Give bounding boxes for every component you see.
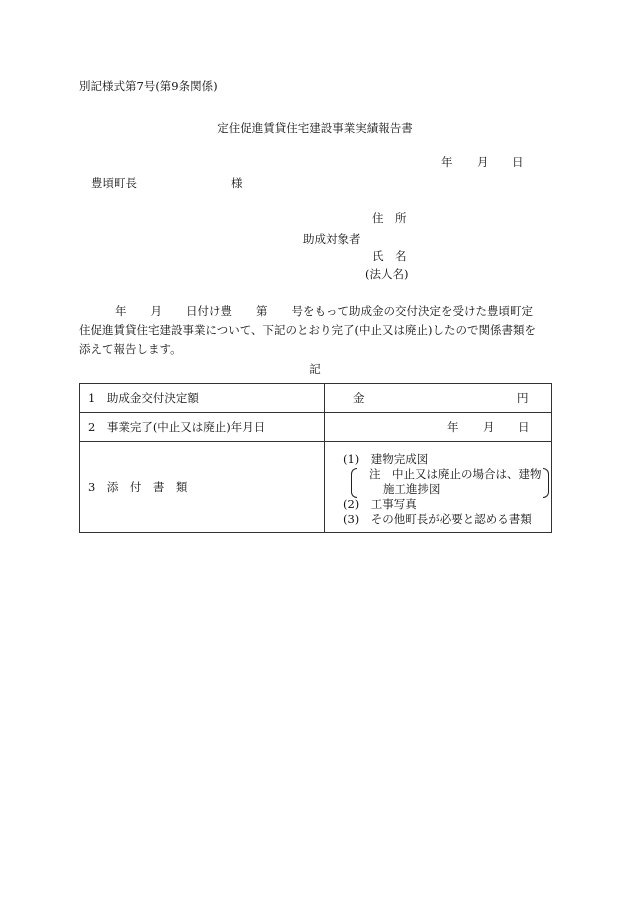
form-number: 別記様式第7号(第9条関係)	[79, 79, 218, 93]
name-label: 氏 名	[372, 249, 407, 263]
row2-label: 2 事業完了(中止又は廃止)年月日	[80, 413, 325, 442]
note-line-1: 注 中止又は廃止の場合は、建物	[369, 467, 542, 481]
attachment-note	[343, 467, 542, 497]
date-year: 年	[441, 155, 453, 169]
table-row	[80, 413, 552, 442]
row1-label: 1 助成金交付決定額	[80, 384, 325, 413]
address-label: 住 所	[372, 211, 407, 225]
row2-day: 日	[518, 420, 530, 434]
body-month: 月	[150, 304, 162, 318]
attachment-item-2: (2) 工事写真	[343, 497, 417, 511]
date-month: 月	[477, 155, 489, 169]
body-line-3: 添えて報告します。	[79, 342, 182, 356]
date-day: 日	[512, 155, 524, 169]
body-line-2: 住促進賃貸住宅建設事業について、下記のとおり完了(中止又は廃止)したので関係書類を	[79, 323, 537, 337]
attachment-list	[343, 452, 542, 527]
row1-yen: 円	[517, 391, 529, 405]
note-line-2: 施工進捗図	[383, 482, 441, 496]
page-title: 定住促進賃貸住宅建設事業実績報告書	[217, 121, 413, 135]
body-day-prefix: 日付け豊	[186, 304, 232, 318]
body-line-1	[79, 302, 559, 321]
attachment-item-1: (1) 建物完成図	[343, 452, 429, 466]
attachment-item-3: (3) その他町長が必要と認める書類	[343, 512, 532, 526]
body-dai: 第	[256, 304, 268, 318]
addressee-honorific: 様	[231, 176, 243, 190]
row1-kin: 金	[353, 391, 365, 405]
right-bracket-icon	[543, 468, 549, 498]
addressee-name: 豊頃町長	[91, 176, 137, 190]
ki-heading: 記	[309, 362, 321, 376]
table-row	[80, 442, 552, 533]
left-bracket-icon	[351, 468, 357, 498]
corp-label: (法人名)	[365, 267, 409, 281]
role-label: 助成対象者	[303, 232, 361, 246]
row3-label: 3 添 付 書 類	[80, 442, 325, 533]
details-table	[79, 383, 552, 533]
table-row	[80, 384, 552, 413]
row2-month: 月	[483, 420, 495, 434]
row2-year: 年	[447, 420, 459, 434]
row1-value	[325, 384, 552, 413]
body-year: 年	[115, 304, 127, 318]
body-paragraph	[79, 302, 559, 359]
row2-value	[325, 413, 552, 442]
row3-value	[325, 442, 552, 533]
body-line1-rest: 号をもって助成金の交付決定を受けた豊頃町定	[291, 304, 533, 318]
